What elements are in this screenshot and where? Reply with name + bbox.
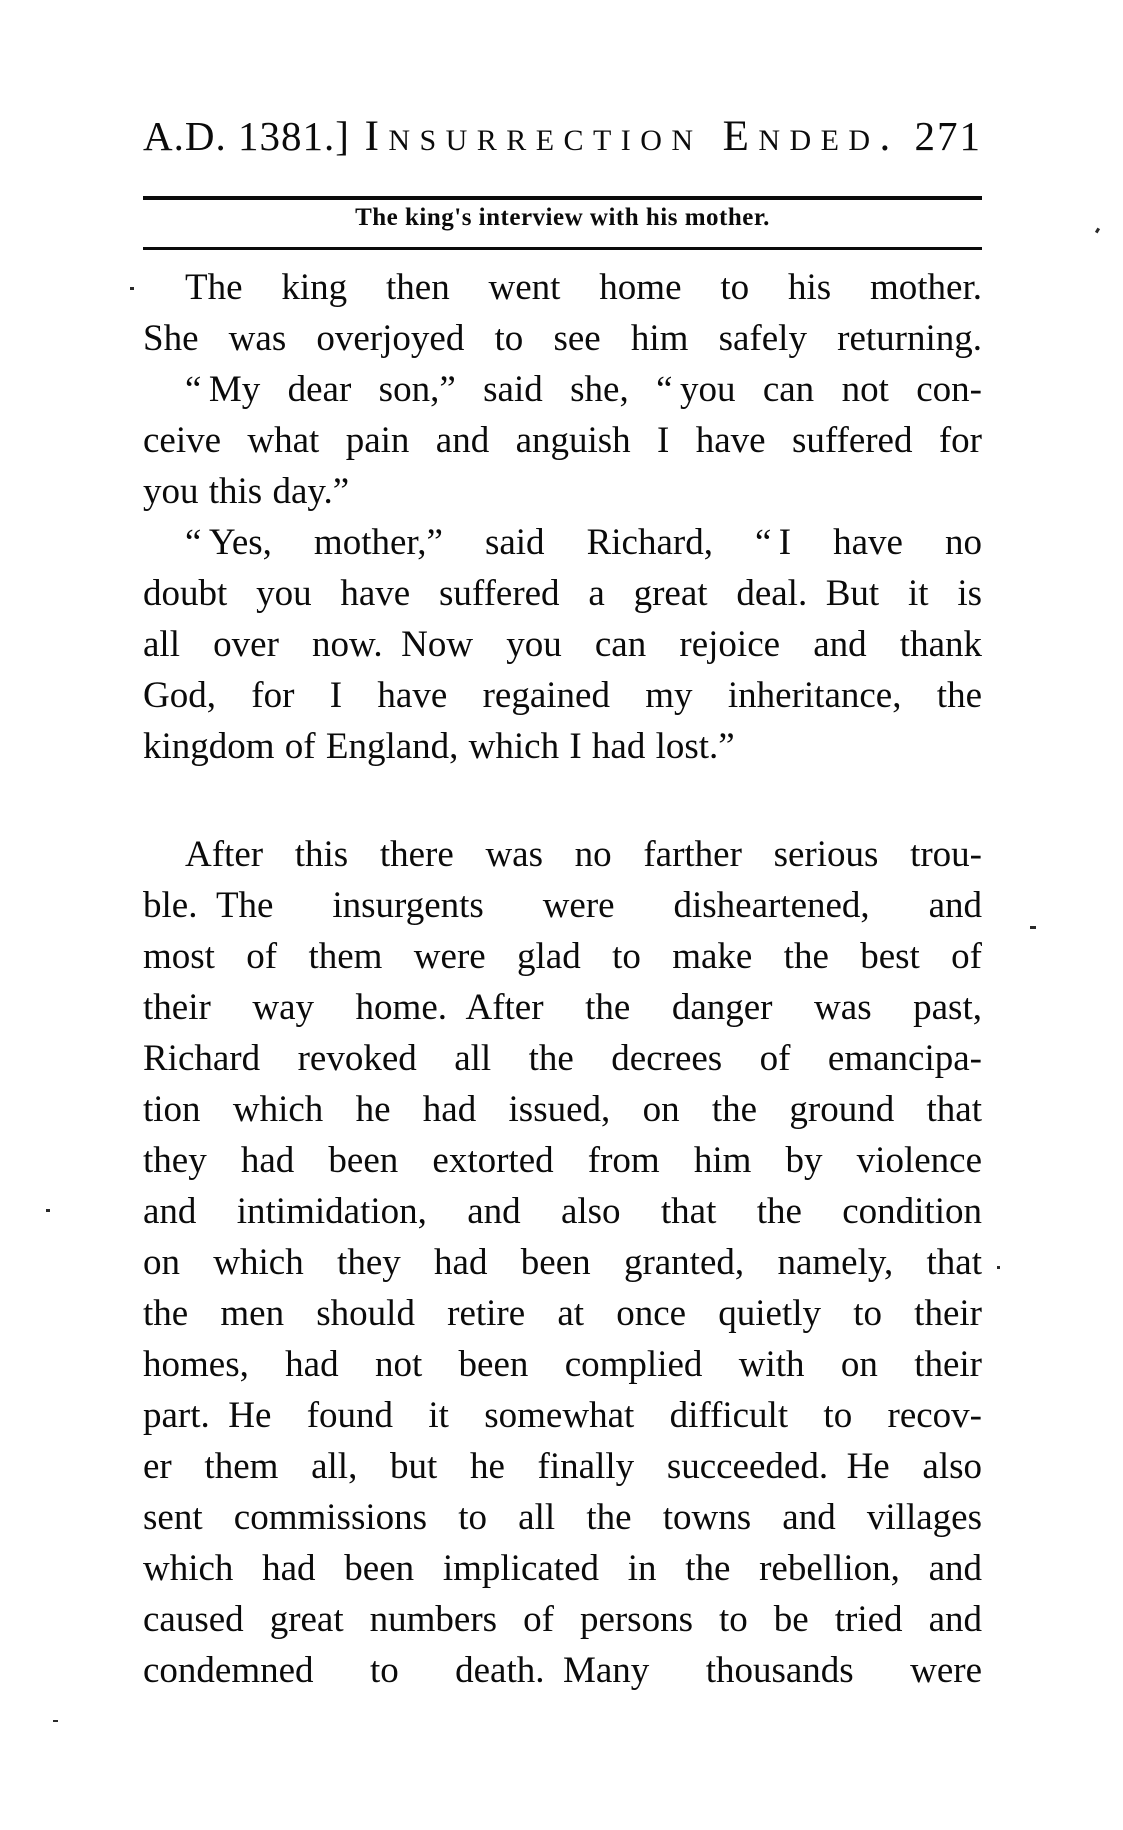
text-line: most of them were glad to make the best of [143,936,982,977]
header-running-title: Insurrection Ended. [364,113,900,160]
text-line: kingdom of England, which I had lost.” [143,726,735,767]
text-line: which had been implicated in the rebellion, and [143,1548,982,1589]
text-line: sent commissions to all the towns and villages [143,1497,982,1538]
scan-speck [1095,228,1100,234]
running-head [143,112,982,161]
scan-speck [53,1720,58,1722]
text-line: Richard revoked all the decrees of emancipa- [143,1038,982,1079]
text-line: After this there was no farther serious trou- [185,834,982,875]
text-line: She was overjoyed to see him safely returning. [143,318,982,359]
text-line: caused great numbers of persons to be tried and [143,1599,982,1640]
paragraph [143,829,982,1696]
text-line: doubt you have suffered a great deal. But it is [143,573,982,614]
text-line: you this day.” [143,471,350,512]
text-line: God, for I have regained my inheritance, the [143,675,982,716]
text-line: all over now. Now you can rejoice and thank [143,624,982,665]
text-line: their way home. After the danger was past, [143,987,982,1028]
text-line: and intimidation, and also that the condition [143,1191,982,1232]
text-line: they had been extorted from him by violence [143,1140,982,1181]
text-line: “ Yes, mother,” said Richard, “ I have no [185,522,982,563]
text-line: on which they had been granted, namely, that [143,1242,982,1283]
scan-speck [997,1266,1000,1269]
text-line: ble. The insurgents were disheartened, and [143,885,982,926]
header-date-label: A.D. 1381.] [143,113,350,159]
horizontal-rule-bottom [143,247,982,250]
scan-speck [46,1209,50,1212]
text-line: “ My dear son,” said she, “ you can not con- [185,369,982,410]
text-line: part. He found it somewhat difficult to recov- [143,1395,982,1436]
paragraph [143,262,982,364]
scan-speck [130,287,134,290]
body-text [143,262,982,1696]
text-line: The king then went home to his mother. [185,267,982,308]
text-line: the men should retire at once quietly to their [143,1293,982,1334]
text-line: er them all, but he finally succeeded. He also [143,1446,982,1487]
paragraph [143,364,982,517]
text-line: ceive what pain and anguish I have suffered for [143,420,982,461]
text-line: tion which he had issued, on the ground that [143,1089,982,1130]
paragraph [143,517,982,772]
section-caption: The king's interview with his mother. [355,204,770,231]
scan-speck [1030,926,1036,929]
text-line: condemned to death. Many thousands were [143,1650,982,1691]
header-page-number: 271 [914,113,982,159]
text-line: homes, had not been complied with on their [143,1344,982,1385]
horizontal-rule-top [143,196,982,200]
